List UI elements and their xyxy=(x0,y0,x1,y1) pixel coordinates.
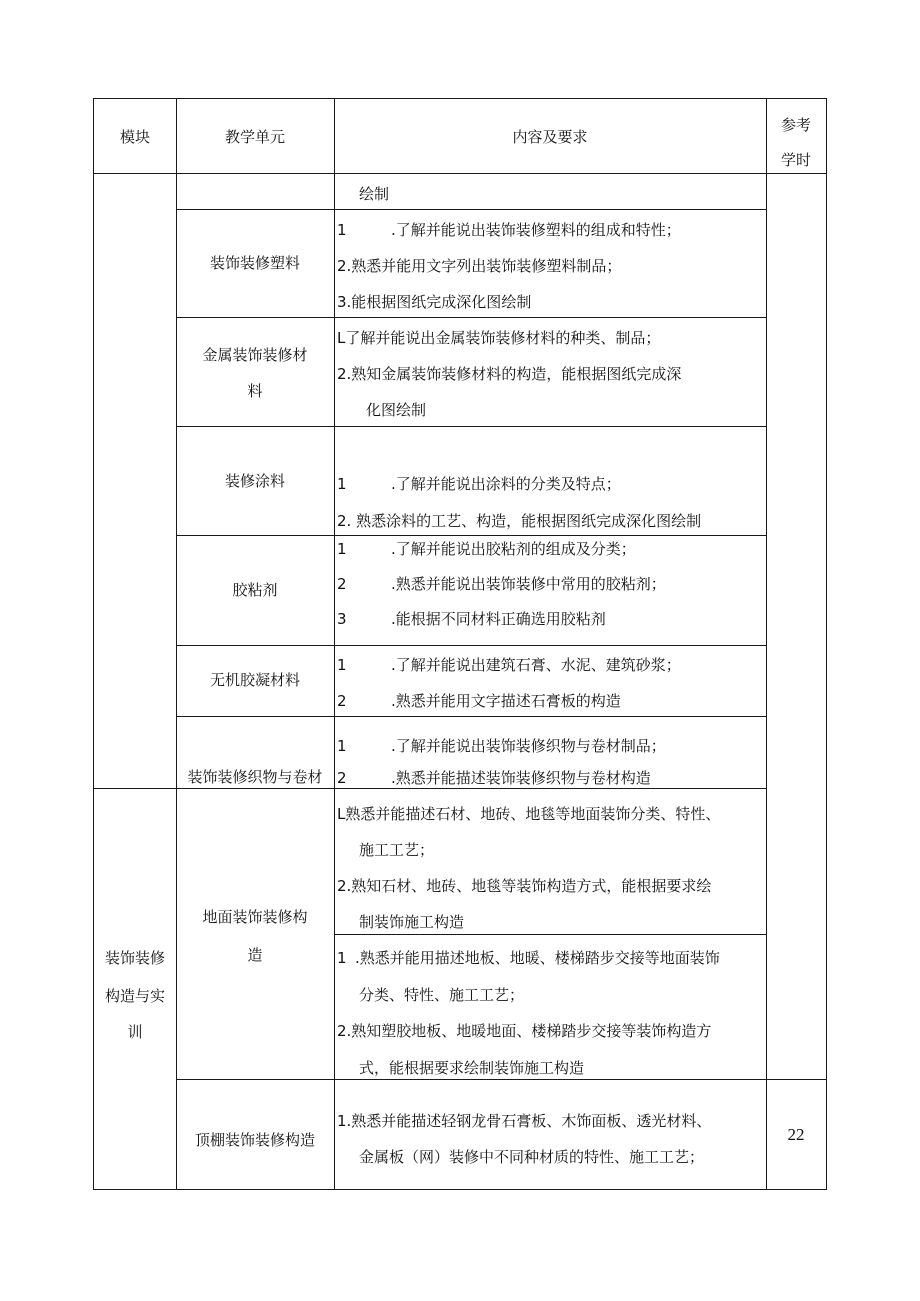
content-line: L了解并能说出金属装饰装修材料的种类、制品； xyxy=(337,329,661,347)
content-number: 3 xyxy=(337,610,347,628)
row-divider xyxy=(176,1079,826,1080)
content-number: 1 xyxy=(337,656,347,674)
unit-label-line1: 金属装饰装修材 xyxy=(202,346,308,364)
unit-label-line2: 料 xyxy=(247,382,263,400)
content-line: 式，能根据要求绘制装饰施工构造 xyxy=(359,1059,585,1077)
module-label-line2: 构造与实 xyxy=(104,987,166,1005)
content-number: 1 xyxy=(337,737,347,755)
content-line: 施工工艺； xyxy=(359,841,435,859)
header-hours-line1: 参考 xyxy=(780,116,812,134)
unit-content-divider xyxy=(334,98,335,1190)
content-line: .了解并能说出胶粘剂的组成及分类； xyxy=(391,540,636,558)
content-line: 2. 熟悉涂料的工艺、构造，能根据图纸完成深化图绘制 xyxy=(337,512,702,530)
header-hours-line2: 学时 xyxy=(780,151,812,169)
unit-label-line1: 地面装饰装修构 xyxy=(202,908,308,926)
table-top-border xyxy=(93,98,827,99)
content-line: 制装饰施工构造 xyxy=(359,913,465,931)
unit-label: 无机胶凝材料 xyxy=(209,671,301,689)
content-line: 金属板（网）装修中不同种材质的特性、施工工艺； xyxy=(359,1148,705,1166)
content-line: 2.熟知金属装饰装修材料的构造，能根据图纸完成深 xyxy=(337,365,682,383)
content-line: L熟悉并能描述石材、地砖、地毯等地面装饰分类、特性、 xyxy=(337,805,721,823)
header-unit: 教学单元 xyxy=(224,128,286,146)
unit-label: 装饰装修塑料 xyxy=(209,254,301,272)
content-line: 2.熟悉并能用文字列出装饰装修塑料制品； xyxy=(337,257,622,275)
row-divider xyxy=(176,317,766,318)
content-line: .了解并能说出建筑石膏、水泥、建筑砂浆； xyxy=(391,656,681,674)
table-right-border xyxy=(826,98,827,1190)
row-divider xyxy=(176,645,766,646)
content-line: .了解并能说出装饰装修塑料的组成和特性； xyxy=(391,221,681,239)
content-line: 绘制 xyxy=(359,185,390,203)
content-line: 化图绘制 xyxy=(366,401,427,419)
content-number: 2 xyxy=(337,769,347,787)
content-line: 2.熟知石材、地砖、地毯等装饰构造方式，能根据要求绘 xyxy=(337,877,712,895)
content-line: .了解并能说出装饰装修织物与卷材制品； xyxy=(391,737,666,755)
content-number: 1 xyxy=(337,540,347,558)
header-content: 内容及要求 xyxy=(512,128,588,146)
table-bottom-border xyxy=(93,1189,827,1190)
content-hours-divider xyxy=(766,98,767,1190)
content-line: .能根据不同材料正确选用胶粘剂 xyxy=(391,610,606,628)
content-sub-divider xyxy=(334,934,766,935)
table-left-border xyxy=(93,98,94,1190)
content-line: 1.熟悉并能描述轻钢龙骨石膏板、木饰面板、透光材料、 xyxy=(337,1112,712,1130)
content-number: 1 xyxy=(337,221,347,239)
hours-value: 22 xyxy=(787,1125,805,1144)
module-group-divider xyxy=(93,788,766,789)
row-divider xyxy=(176,716,766,717)
unit-label-line2: 造 xyxy=(247,946,263,964)
unit-label: 顶棚装饰装修构造 xyxy=(194,1131,316,1149)
header-bottom-border xyxy=(93,173,827,174)
content-number: 1 xyxy=(337,949,347,967)
content-line: .熟悉并能说出装饰装修中常用的胶粘剂； xyxy=(391,575,666,593)
module-label-line1: 装饰装修 xyxy=(104,949,166,967)
row-divider xyxy=(176,426,766,427)
row-divider xyxy=(176,209,766,210)
content-line: .熟悉并能用文字描述石膏板的构造 xyxy=(391,692,621,710)
content-number: 1 xyxy=(337,475,347,493)
unit-label: 装修涂料 xyxy=(224,472,286,490)
content-line: 3.能根据图纸完成深化图绘制 xyxy=(337,293,532,311)
content-line: .熟悉并能用描述地板、地暖、楼梯踏步交接等地面装饰 xyxy=(355,949,720,967)
content-number: 2 xyxy=(337,575,347,593)
content-number: 2 xyxy=(337,692,347,710)
module-unit-divider xyxy=(176,98,177,1190)
row-divider xyxy=(176,535,766,536)
content-line: 2.熟知塑胶地板、地暖地面、楼梯踏步交接等装饰构造方 xyxy=(337,1022,712,1040)
unit-label: 胶粘剂 xyxy=(232,581,278,599)
content-line: .了解并能说出涂料的分类及特点； xyxy=(391,475,621,493)
content-line: .熟悉并能描述装饰装修织物与卷材构造 xyxy=(391,769,651,787)
unit-label: 装饰装修织物与卷材 xyxy=(187,768,323,786)
module-label-line3: 训 xyxy=(127,1023,143,1041)
header-module: 模块 xyxy=(119,128,151,146)
content-line: 分类、特性、施工工艺； xyxy=(359,986,525,1004)
